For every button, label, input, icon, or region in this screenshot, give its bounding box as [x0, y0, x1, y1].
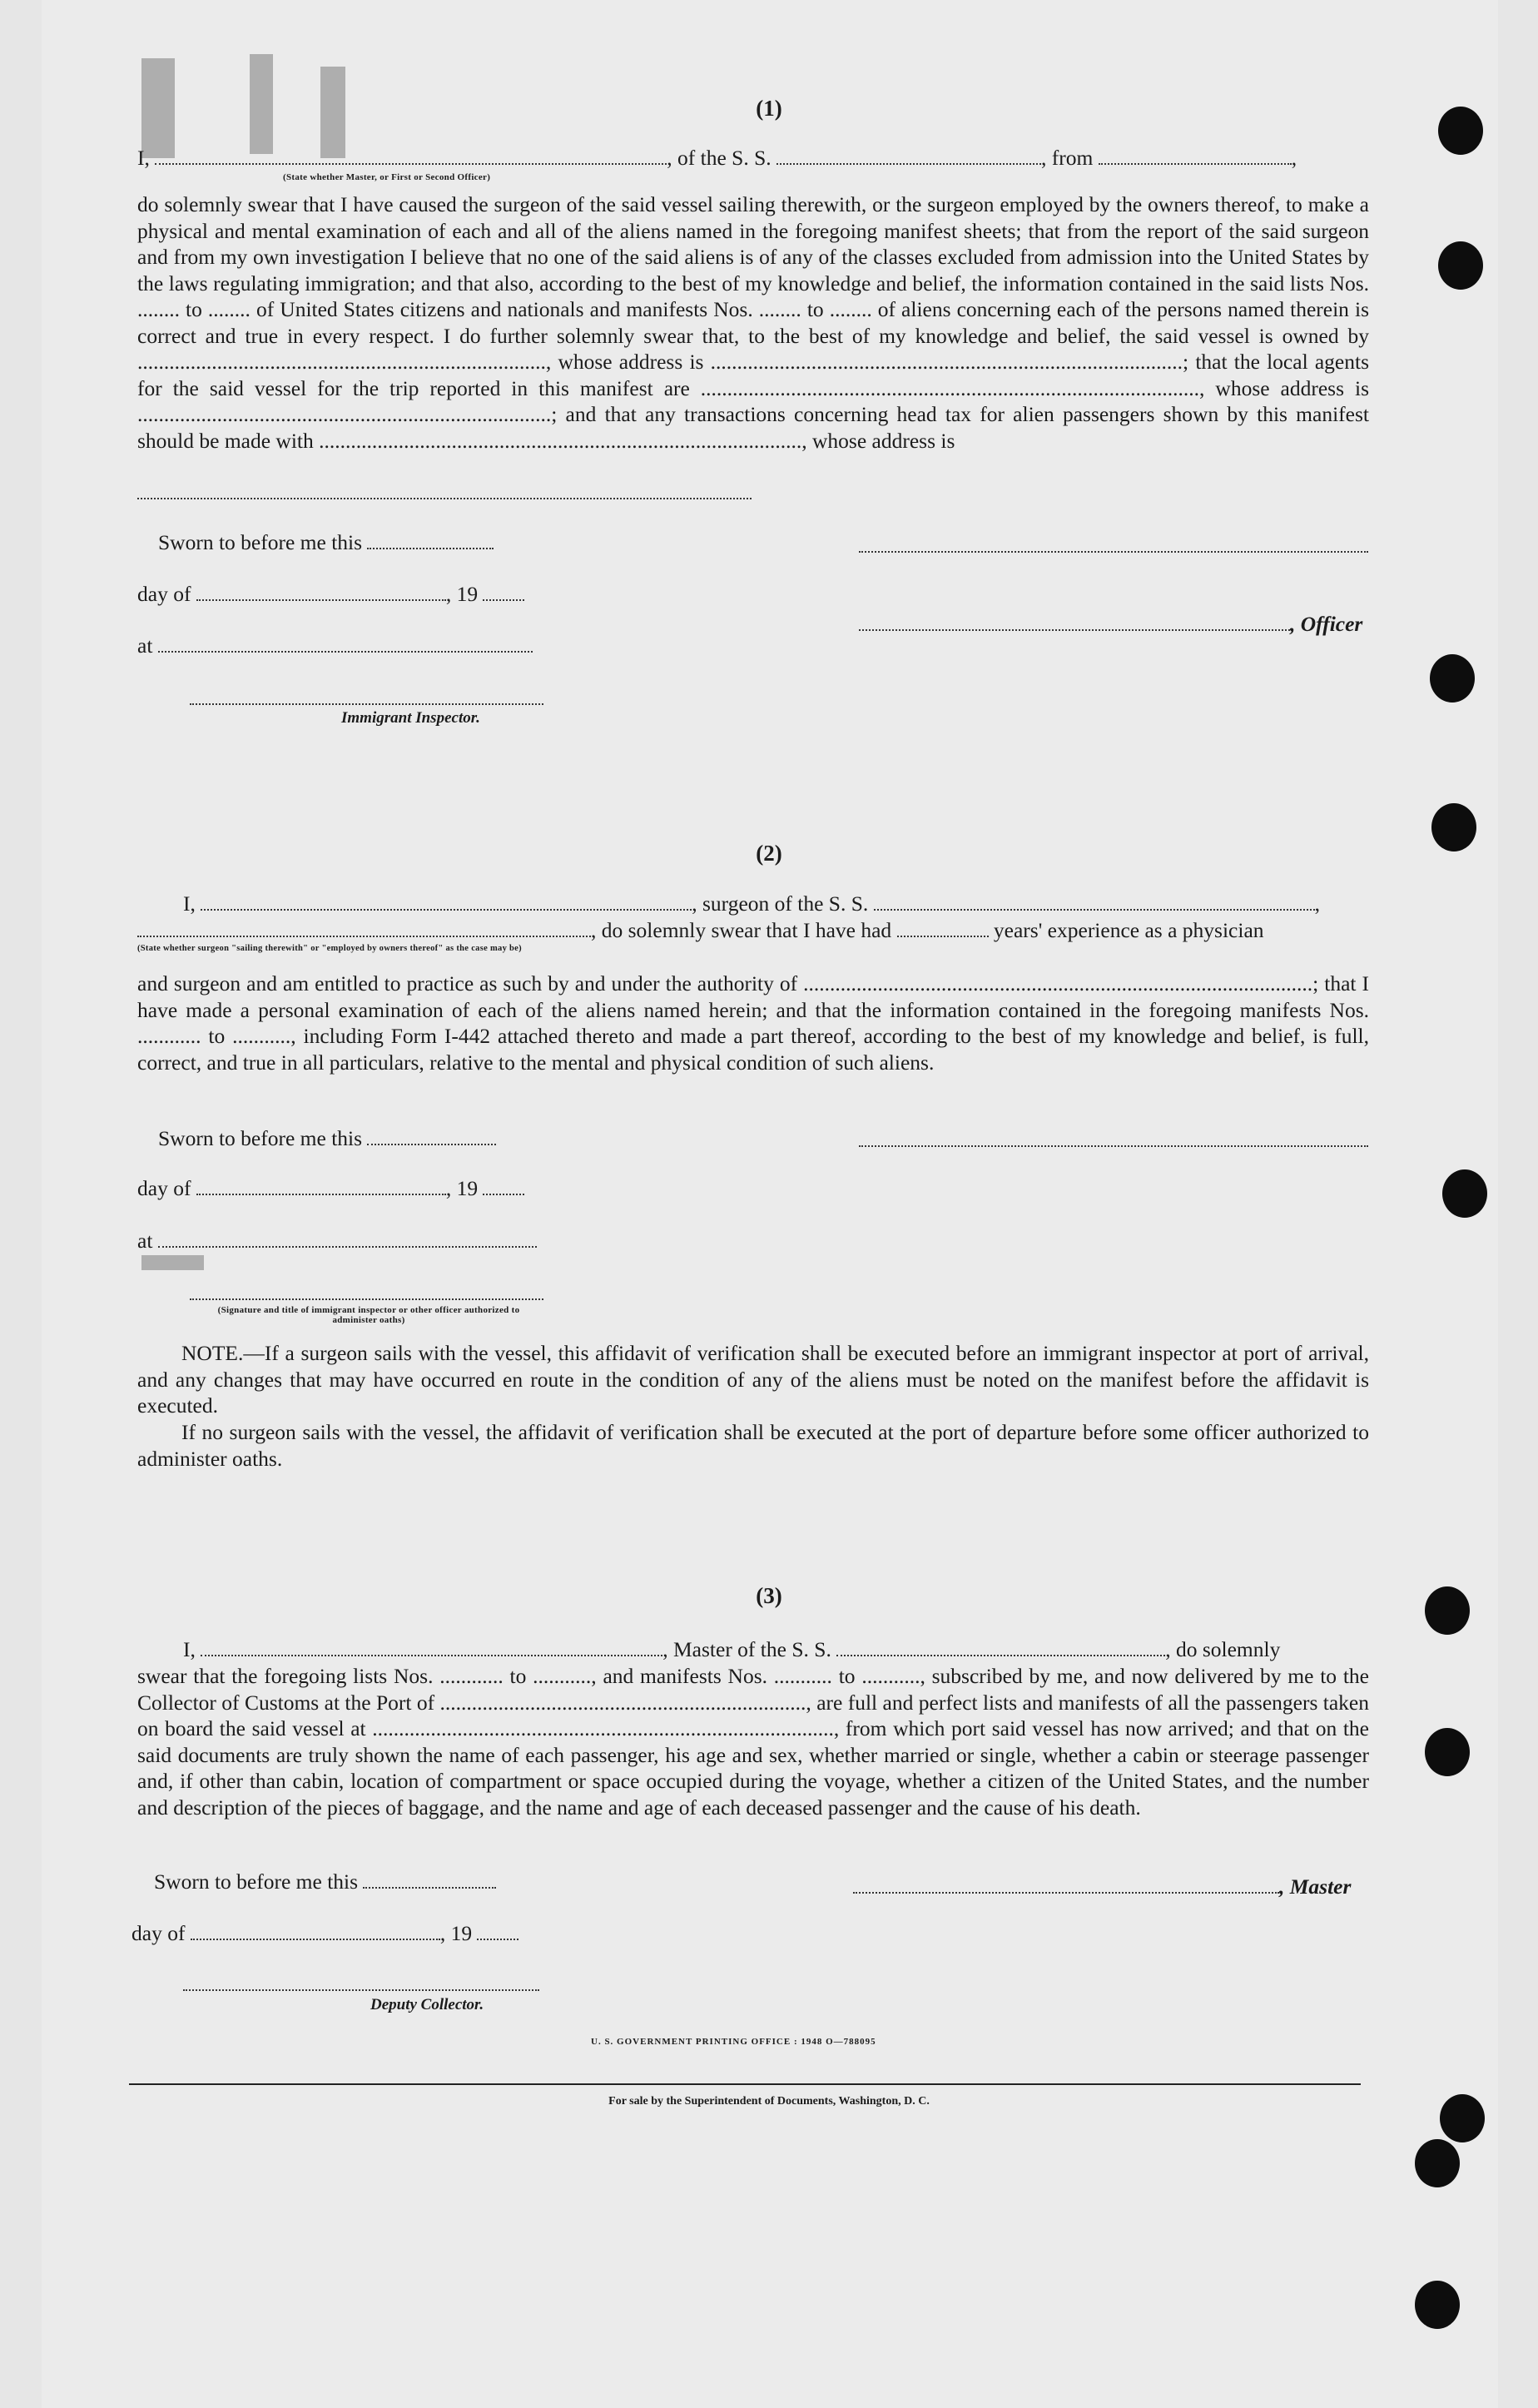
deputy-label: Deputy Collector.	[370, 1996, 484, 2013]
blank-sworn-date[interactable]	[367, 541, 494, 549]
at-line	[137, 633, 533, 658]
blank-surgeon-name[interactable]	[201, 902, 692, 911]
section-2-line-2	[137, 917, 1264, 943]
blank-years[interactable]	[897, 929, 989, 937]
text: I,	[137, 146, 150, 170]
section-1-heading: (1)	[756, 96, 782, 121]
officer-signature-line[interactable]	[859, 551, 1368, 553]
text: Sworn to before me this	[158, 530, 363, 554]
blank-at-place[interactable]	[158, 1239, 537, 1248]
footer-text: For sale by the Superintendent of Documents, Washington, D. C.	[608, 2095, 930, 2108]
caption-officer-rank: (State whether Master, or First or Second Officer)	[283, 172, 491, 182]
text: Sworn to before me this	[158, 1126, 363, 1150]
section-1-line-1	[137, 145, 1297, 171]
section-3-line-1	[183, 1636, 1280, 1662]
day-of-line	[131, 1920, 518, 1946]
text: day of	[131, 1921, 186, 1945]
officer-line	[859, 611, 1362, 637]
surgeon-signature-line[interactable]	[859, 1145, 1368, 1147]
punch-hole	[1438, 241, 1483, 290]
text: I,	[183, 891, 196, 916]
footer-rule	[129, 2083, 1361, 2085]
text: years' experience as a physician	[993, 918, 1264, 942]
blank-vessel-name[interactable]	[874, 902, 1315, 911]
day-of-line	[137, 1175, 524, 1201]
text: , from	[1041, 146, 1094, 170]
text: ,	[1291, 146, 1297, 170]
text: ,	[1314, 891, 1321, 916]
blank-day[interactable]	[191, 1932, 440, 1940]
blank-address-line[interactable]	[137, 498, 752, 499]
section-1-body: do solemnly swear that I have caused the surgeon of the said vessel sailing therewith, or the surgeon employed by the owners thereof, to make a physical and mental examination of each and all of the aliens named in the foregoing manifest sheets; that from the report of the said surgeon and from my own investigation I believe that no one of the said aliens is of any of the classes excluded from admission into the United States by the laws regulating immigration; and that also, according to the best of my knowledge and belief, the information contained in the said lists Nos. ........ to ........ of United States citizens and nationals and manifests Nos. ........ to ........ of aliens concerning each of the persons named therein is correct and true in every respect. I do further solemnly swear that, to the best of my knowledge and belief, the said vessel is owned by ............................................................................., whose address is .........................................................................................; that the local agents for the said vessel for the trip reported in this manifest are .............................................................................................., whose address is ..............................................................................; and that any transactions concerning head tax for alien passengers shown by this manifest should be made with ..........................................................................................., whose address is	[137, 192, 1369, 453]
punch-hole	[1442, 1169, 1487, 1218]
punch-hole	[1430, 654, 1475, 703]
ink-smudge	[141, 1255, 204, 1270]
blank-sworn-date[interactable]	[367, 1137, 496, 1145]
sworn-line	[158, 529, 494, 555]
inspector-label: Immigrant Inspector.	[341, 709, 480, 727]
blank-day[interactable]	[196, 1187, 446, 1195]
blank-surgeon-status[interactable]	[137, 929, 591, 937]
blank-vessel-name[interactable]	[836, 1648, 1165, 1656]
blank-year[interactable]	[483, 1187, 524, 1195]
blank-year[interactable]	[483, 593, 524, 601]
text: day of	[137, 1176, 191, 1200]
blank-officer-signature[interactable]	[859, 623, 1290, 631]
deputy-signature-line[interactable]	[183, 1989, 539, 1991]
text: , of the S. S.	[667, 146, 771, 170]
text: at	[137, 633, 153, 658]
text: , Master of the S. S.	[662, 1637, 831, 1661]
text: at	[137, 1229, 153, 1253]
blank-day[interactable]	[196, 593, 446, 601]
section-2-heading: (2)	[756, 841, 782, 866]
master-line	[853, 1874, 1351, 1899]
blank-master-name[interactable]	[201, 1648, 662, 1656]
text: , 19	[445, 1176, 479, 1200]
master-label: , Master	[1279, 1874, 1352, 1899]
inspector-signature-line[interactable]	[190, 703, 543, 705]
text: , 19	[445, 582, 479, 606]
section-3-heading: (3)	[756, 1583, 782, 1608]
note-paragraph-2: If no surgeon sails with the vessel, the affidavit of verification shall be executed at the port of departure before some officer authorized to administer oaths.	[137, 1420, 1369, 1471]
caption-signature: (Signature and title of immigrant inspector or other officer authorized to administer oaths)	[217, 1305, 520, 1325]
day-of-line	[137, 581, 524, 607]
note-paragraph: NOTE.—If a surgeon sails with the vessel, this affidavit of verification shall be executed before an immigrant inspector at port of arrival, and any changes that may have occurred en route in the condition of any of the aliens must be noted on the manifest before the affidavit is executed.	[137, 1341, 1369, 1417]
officer-label: , Officer	[1290, 612, 1363, 636]
blank-officer-name[interactable]	[155, 156, 667, 165]
text: , do solemnly swear that I have had	[591, 918, 892, 942]
sworn-line	[154, 1869, 496, 1894]
section-2-body: and surgeon and am entitled to practice as such by and under the authority of ................................................................................................; that I have made a personal examination of each of the aliens named herein; and that the information contained in the foregoing manifests Nos. ............ to ..........., including Form I-442 attached thereto and made a part thereof, according to the best of my knowledge and belief, is full, correct, and true in all particulars, relative to the mental and physical condition of such aliens.	[137, 971, 1369, 1075]
text: , do solemnly	[1165, 1637, 1281, 1661]
text: day of	[137, 582, 191, 606]
blank-from-port[interactable]	[1099, 156, 1292, 165]
gpo-imprint: U. S. GOVERNMENT PRINTING OFFICE : 1948 O—788095	[591, 2037, 876, 2047]
section-2-line-1	[183, 891, 1320, 916]
punch-hole	[1425, 1728, 1470, 1776]
text: , 19	[439, 1921, 473, 1945]
punch-hole	[1415, 2281, 1460, 2329]
caption-surgeon-status: (State whether surgeon "sailing therewith" or "employed by owners thereof" as the case may be)	[137, 944, 522, 953]
blank-vessel-name[interactable]	[776, 156, 1041, 165]
text: Sworn to before me this	[154, 1869, 359, 1894]
sworn-line	[158, 1125, 496, 1151]
punch-hole	[1415, 2139, 1460, 2187]
text: , surgeon of the S. S.	[692, 891, 869, 916]
section-3-body: swear that the foregoing lists Nos. ............ to ..........., and manifests Nos. ........... to ..........., subscribed by me, and now delivered by me to the Collector of Customs at the Port of ....................................................................., are full and perfect lists and manifests of all the passengers taken on board the said vessel at ......................................................................................., from which port said vessel has now arrived; and that on the said documents are truly shown the name of each passenger, his age and sex, whether married or single, whether a cabin or steerage passenger and, if other than cabin, location of compartment or space occupied during the voyage, whether a citizen of the United States, and the number and description of the pieces of baggage, and the name and age of each deceased passenger and the cause of his death.	[137, 1664, 1369, 1820]
blank-sworn-date[interactable]	[363, 1880, 496, 1889]
signature-line[interactable]	[190, 1298, 543, 1300]
blank-year[interactable]	[477, 1932, 518, 1940]
text: I,	[183, 1637, 196, 1661]
blank-master-signature[interactable]	[853, 1885, 1279, 1894]
blank-at-place[interactable]	[158, 644, 533, 653]
at-line	[137, 1228, 537, 1254]
